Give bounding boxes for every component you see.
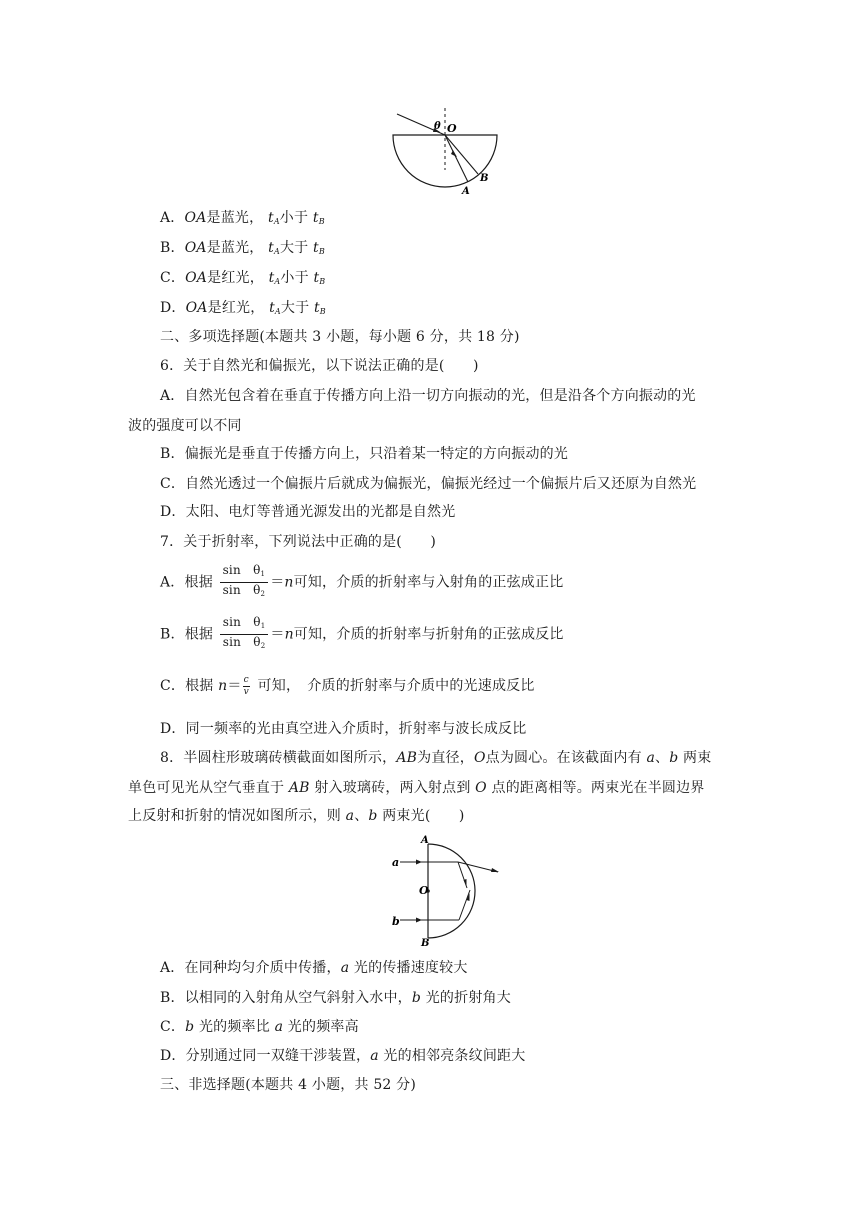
q5-option-c: C．OA是红光， $t_A$小于 $t_B$: [160, 270, 326, 286]
q6-stem: 6．关于自然光和偏振光，以下说法正确的是( ): [160, 358, 479, 374]
figure-half-cylinder-rays: [388, 832, 508, 950]
q7-stem: 7．关于折射率，下列说法中正确的是( ): [160, 534, 437, 550]
q5-option-b: B．OA是蓝光， $t_A$大于 $t_B$: [160, 240, 325, 256]
q6-option-b: B．偏振光是垂直于传播方向上，只沿着某一特定的方向振动的光: [160, 446, 569, 462]
ray-arrow: [416, 918, 422, 923]
q8-option-a: A．在同种均匀介质中传播，a 光的传播速度较大: [160, 960, 468, 976]
ray-a-label: a: [392, 856, 400, 869]
q7-option-b: B．根据 $\frac{\sin \theta_1}{\sin \theta_2}$ ＝n可知，介质的折射率与折射角的正弦成反比: [160, 615, 564, 654]
q8-option-b: B．以相同的入射角从空气斜射入水中，b 光的折射角大: [160, 990, 511, 1006]
sine-ratio-fraction: $\frac{\sin \theta_1}{\sin \theta_2}$: [220, 615, 269, 654]
semicircle-boundary: [428, 844, 475, 938]
q7-option-d: D．同一频率的光由真空进入介质时，折射率与波长成反比: [160, 721, 527, 737]
ray-arrow: [464, 879, 467, 887]
point-b-label: B: [480, 173, 489, 184]
section-2-title: 二、多项选择题(本题共 3 小题，每小题 6 分，共 18 分): [160, 329, 520, 345]
figure-semicircle-refraction: [385, 100, 505, 200]
c-over-v-fraction: $\frac{c}{v}$: [243, 674, 249, 697]
ray-arrow: [416, 860, 422, 865]
q7-option-c: C．根据 n＝ $\frac{c}{v}$ 可知， 介质的折射率与介质中的光速成反比: [160, 674, 535, 697]
q6-option-a-cont: 波的强度可以不同: [128, 418, 242, 434]
point-a-label: A: [462, 186, 470, 197]
q6-option-c: C．自然光透过一个偏振片后就成为偏振光，偏振光经过一个偏振片后又还原为自然光: [160, 476, 697, 492]
ray-arrow: [451, 150, 457, 157]
q8-stem-line-2: 单色可见光从空气垂直于 AB 射入玻璃砖，两入射点到 O 点的距离相等。两束光在半圆边界: [128, 780, 705, 796]
q5-option-a: A．OA是蓝光， $t_A$小于 $t_B$: [160, 210, 325, 226]
q5-option-d: D．OA是红光， $t_A$大于 $t_B$: [160, 300, 326, 316]
q8-option-d: D．分别通过同一双缝干涉装置，a 光的相邻亮条纹间距大: [160, 1048, 526, 1064]
q6-option-d: D．太阳、电灯等普通光源发出的光都是自然光: [160, 504, 456, 520]
ray-arrow: [491, 868, 499, 872]
q8-option-c: C．b 光的频率比 a 光的频率高: [160, 1019, 359, 1035]
q8-stem-line-1: 8．半圆柱形玻璃砖横截面如图所示，AB为直径，O点为圆心。在该截面内有 a、b 两束: [160, 750, 712, 766]
ray-b-label: b: [392, 915, 400, 928]
sine-ratio-fraction: $\frac{\sin \theta_1}{\sin \theta_2}$: [220, 563, 269, 602]
center-o-label: O: [419, 884, 429, 897]
section-3-title: 三、非选择题(本题共 4 小题，共 52 分): [160, 1077, 417, 1093]
point-b-label: B: [421, 938, 430, 949]
point-a-label: A: [421, 835, 429, 846]
point-o-label: O: [447, 122, 457, 135]
q8-stem-line-3: 上反射和折射的情况如图所示，则 a、b 两束光( ): [128, 808, 465, 824]
q7-option-a: A．根据 $\frac{\sin \theta_1}{\sin \theta_2}$ ＝n可知，介质的折射率与入射角的正弦成正比: [160, 563, 563, 602]
theta-label: θ: [434, 121, 441, 132]
q6-option-a: A．自然光包含着在垂直于传播方向上沿一切方向振动的光，但是沿各个方向振动的光: [160, 388, 696, 404]
